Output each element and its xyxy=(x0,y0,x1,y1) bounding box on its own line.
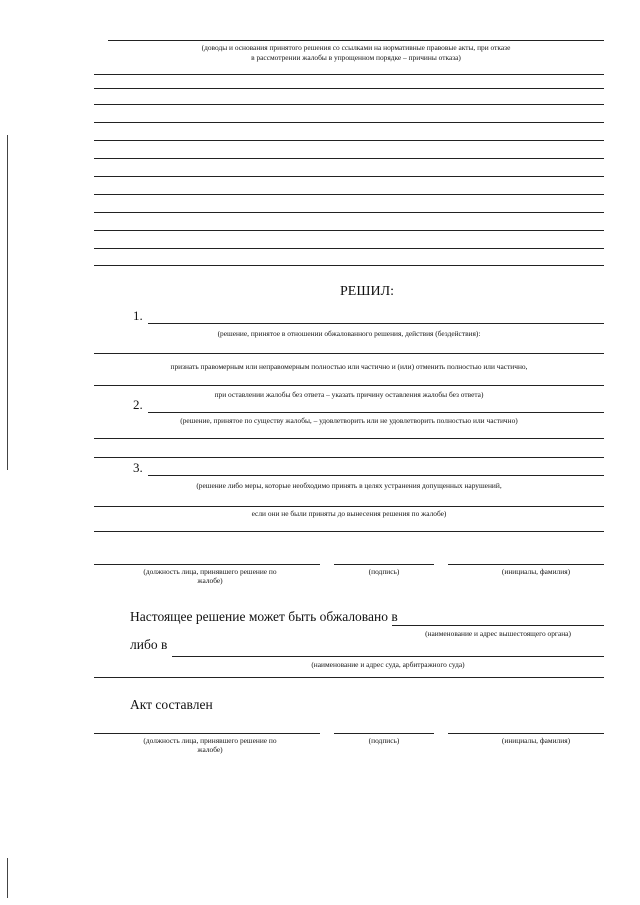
fill-line xyxy=(94,265,604,266)
act-text: Акт составлен xyxy=(130,697,213,712)
appeal-court-line xyxy=(172,656,604,657)
item-1-note1: (решение, принятое в отношении обжалованного решения, действия (бездействия): xyxy=(217,329,481,338)
position-caption-line2: жалобе) xyxy=(197,576,223,585)
fill-line xyxy=(94,230,604,231)
position-caption-line2: жалобе) xyxy=(197,745,223,754)
item-2-number: 2. xyxy=(133,397,143,412)
fill-line xyxy=(94,531,604,532)
fill-line xyxy=(94,506,604,507)
fill-line xyxy=(94,176,604,177)
signature-line xyxy=(334,564,434,565)
item-1-line xyxy=(148,323,604,324)
item-2-line xyxy=(148,412,604,413)
fill-line xyxy=(94,677,604,678)
item-3-line xyxy=(148,475,604,476)
signature-line xyxy=(334,733,434,734)
top-rule xyxy=(108,40,604,41)
fill-line xyxy=(94,104,604,105)
appeal-authority-note: (наименование и адрес вышестоящего органа) xyxy=(425,629,571,638)
item-2-note1: (решение, принятое по существу жалобы, – удовлетворить или не удовлетворить полностью или частично) xyxy=(180,416,518,425)
appeal-authority-line xyxy=(392,625,604,626)
decision-heading: РЕШИЛ: xyxy=(340,284,394,299)
position-line xyxy=(94,564,320,565)
item-1-number: 1. xyxy=(133,308,143,323)
fill-line xyxy=(94,248,604,249)
margin-mark xyxy=(7,135,8,470)
item-3-note1: (решение либо меры, которые необходимо принять в целях устранения допущенных нарушений, xyxy=(196,481,502,490)
reasoning-note-line2: в рассмотрении жалобы в упрощенном порядке – причины отказа) xyxy=(251,53,461,62)
signature-caption: (подпись) xyxy=(368,567,400,576)
reasoning-note-line1: (доводы и основания принятого решения со ссылками на нормативные правовые акты, при отказе xyxy=(201,43,511,52)
item-1-note2: признать правомерным или неправомерным полностью или частично и (или) отменить полностью или частично, xyxy=(170,362,528,371)
position-line xyxy=(94,733,320,734)
item-3-number: 3. xyxy=(133,460,143,475)
position-caption-line1: (должность лица, принявшего решение по xyxy=(143,567,277,576)
name-caption: (инициалы, фамилия) xyxy=(501,567,571,576)
fill-line xyxy=(94,385,604,386)
name-caption: (инициалы, фамилия) xyxy=(501,736,571,745)
appeal-text: Настоящее решение может быть обжаловано в xyxy=(130,609,398,624)
name-line xyxy=(448,564,604,565)
fill-line xyxy=(94,74,604,75)
fill-line xyxy=(94,122,604,123)
appeal-or-text: либо в xyxy=(130,637,168,652)
name-line xyxy=(448,733,604,734)
fill-line xyxy=(94,212,604,213)
margin-mark xyxy=(7,858,8,898)
fill-line xyxy=(94,158,604,159)
fill-line xyxy=(94,438,604,439)
fill-line xyxy=(94,457,604,458)
fill-line xyxy=(94,140,604,141)
fill-line xyxy=(94,353,604,354)
item-3-note2: если они не были приняты до вынесения решения по жалобе) xyxy=(251,509,447,518)
fill-line xyxy=(94,88,604,89)
fill-line xyxy=(94,194,604,195)
appeal-court-note: (наименование и адрес суда, арбитражного суда) xyxy=(311,660,465,669)
signature-caption: (подпись) xyxy=(368,736,400,745)
position-caption-line1: (должность лица, принявшего решение по xyxy=(143,736,277,745)
item-1-note3: при оставлении жалобы без ответа – указать причину оставления жалобы без ответа) xyxy=(214,390,484,399)
